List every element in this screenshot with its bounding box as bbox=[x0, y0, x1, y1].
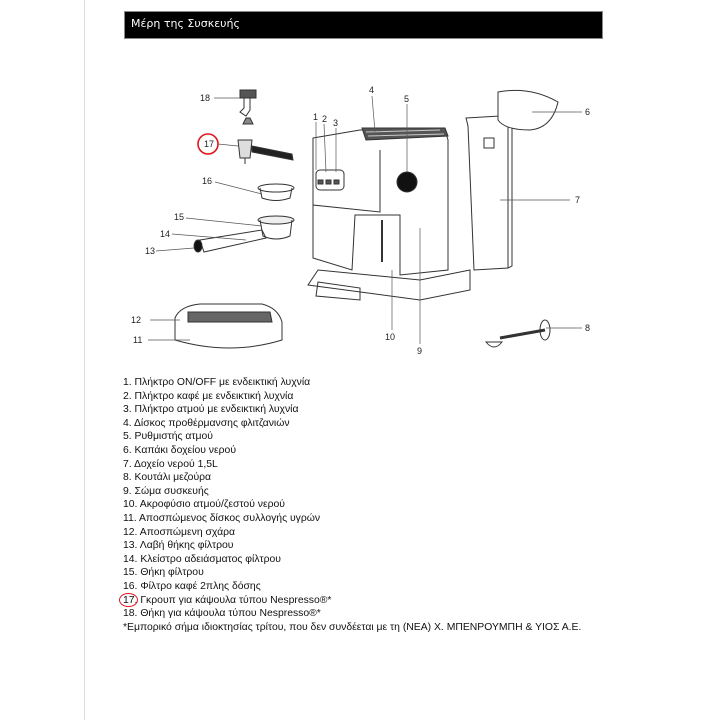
callout-6: 6 bbox=[585, 107, 591, 117]
callout-12: 12 bbox=[131, 315, 142, 325]
trademark-footnote: *Εμπορικό σήμα ιδιοκτησίας τρίτου, που δεν συνδέεται με τη (ΝΕΑ) Χ. ΜΠΕΝΡΟΥΜΠΗ & ΥΙΟΣ Α.Ε. bbox=[123, 621, 582, 633]
portafilter-illustration bbox=[194, 216, 294, 252]
callout-17: 17 bbox=[204, 139, 215, 149]
callout-3: 3 bbox=[333, 118, 339, 128]
callout-2: 2 bbox=[322, 114, 328, 124]
water-tank-illustration bbox=[466, 90, 558, 270]
part-item-7: 7. Δοχείο νερού 1,5L bbox=[123, 458, 218, 470]
callout-7: 7 bbox=[575, 195, 581, 205]
part-item-17-label: 17. Γκρουπ για κάψουλα τύπου Nespresso®* bbox=[123, 594, 332, 606]
double-filter-illustration bbox=[258, 184, 294, 201]
callout-1: 1 bbox=[313, 112, 319, 122]
part-item-13: 13. Λαβή θήκης φίλτρου bbox=[123, 540, 234, 552]
part-item-16: 16. Φίλτρο καφέ 2πλης δόσης bbox=[123, 580, 261, 592]
part-item-2: 2. Πλήκτρο καφέ με ενδεικτική λυχνία bbox=[123, 390, 294, 402]
part-item-17 bbox=[123, 594, 603, 608]
part-item-9: 9. Σώμα συσκευής bbox=[123, 485, 209, 497]
callout-13: 13 bbox=[145, 246, 156, 256]
part-item-6: 6. Καπάκι δοχείου νερού bbox=[123, 444, 237, 456]
parts-list bbox=[123, 376, 603, 634]
part-item-14: 14. Κλείστρο αδειάσματος φίλτρου bbox=[123, 553, 281, 565]
callout-10: 10 bbox=[385, 332, 396, 342]
callout-11: 11 bbox=[133, 335, 143, 345]
capsule-holder-illustration bbox=[240, 90, 256, 124]
part-item-18: 18. Θήκη για κάψουλα τύπου Nespresso®* bbox=[123, 608, 321, 620]
callout-16: 16 bbox=[202, 176, 213, 186]
callout-15: 15 bbox=[174, 212, 185, 222]
part-item-12: 12. Αποσπώμενη σχάρα bbox=[123, 526, 236, 538]
part-item-8: 8. Κουτάλι μεζούρα bbox=[123, 472, 212, 484]
callout-5: 5 bbox=[404, 94, 410, 104]
section-title: Μέρη της Συσκευής bbox=[131, 17, 240, 30]
callout-4: 4 bbox=[369, 85, 375, 95]
part-item-10: 10. Ακροφύσιο ατμού/ζεστού νερού bbox=[123, 499, 285, 511]
drip-tray-illustration bbox=[175, 304, 282, 348]
capsule-group-illustration bbox=[238, 140, 293, 164]
part-item-5: 5. Ρυθμιστής ατμού bbox=[123, 431, 213, 443]
part-item-11: 11. Αποσπώμενος δίσκος συλλογής υγρών bbox=[123, 512, 321, 524]
part-item-1: 1. Πλήκτρο ON/OFF με ενδεικτική λυχνία bbox=[123, 377, 311, 388]
part-item-15: 15. Θήκη φίλτρου bbox=[123, 567, 204, 579]
part-item-4: 4. Δίσκος προθέρμανσης φλιτζανιών bbox=[123, 417, 290, 429]
highlight-circle-17 bbox=[119, 593, 138, 607]
callout-8: 8 bbox=[585, 323, 591, 333]
measuring-spoon-illustration bbox=[486, 320, 550, 347]
part-item-3: 3. Πλήκτρο ατμού με ενδεικτική λυχνία bbox=[123, 404, 299, 416]
callout-9: 9 bbox=[417, 346, 423, 356]
callout-14: 14 bbox=[160, 229, 171, 239]
machine-body-illustration bbox=[308, 128, 470, 300]
callout-18: 18 bbox=[200, 93, 211, 103]
